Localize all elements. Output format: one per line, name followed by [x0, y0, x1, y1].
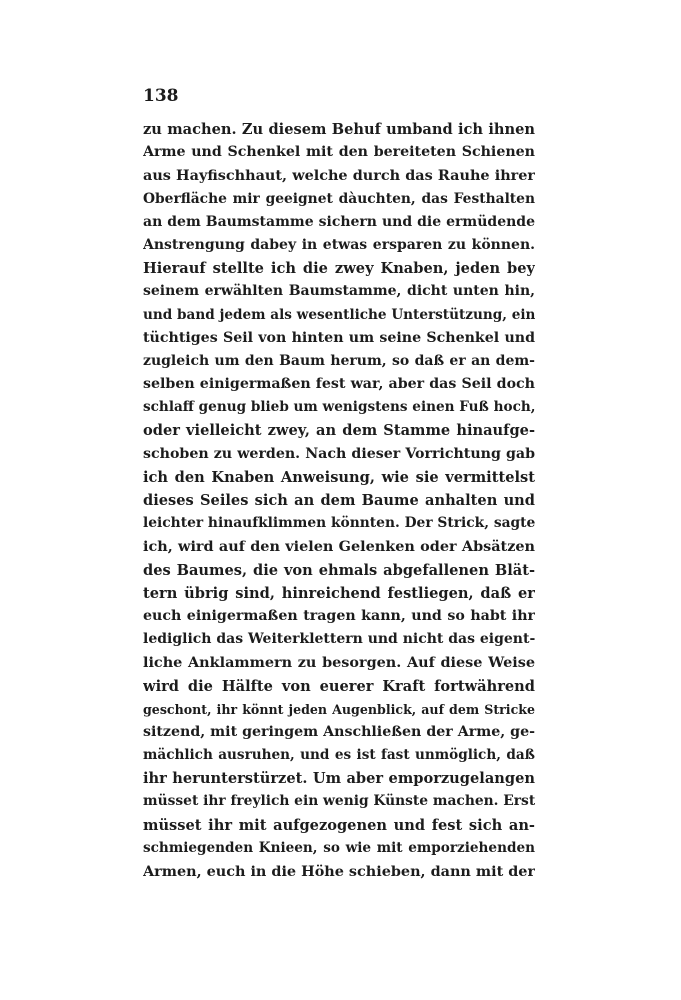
- text-line: Anstrengung dabey in etwas ersparen zu können.: [143, 236, 535, 253]
- text-line: leichter hinaufklimmen könnten. Der Strick, sagte: [143, 515, 535, 532]
- text-line: Hierauf stellte ich die zwey Knaben, jeden bey: [143, 260, 535, 278]
- text-line: ihr herunterstürzet. Um aber emporzugelangen: [143, 770, 535, 788]
- text-line: zugleich um den Baum herum, so daß er an dem-: [143, 352, 535, 369]
- text-line: wird die Hälfte von euerer Kraft fortwährend: [143, 677, 535, 695]
- text-line: Armen, euch in die Höhe schieben, dann mit der: [143, 863, 535, 880]
- text-line: des Baumes, die von ehmals abgefallenen Blät-: [143, 561, 535, 579]
- text-line: mächlich ausruhen, und es ist fast unmöglich, daß: [143, 747, 535, 764]
- body-text: [143, 118, 535, 883]
- text-line: an dem Baumstamme sichern und die ermüdende: [143, 213, 535, 230]
- text-line: geschont, ihr könnt jeden Augenblick, auf dem Stricke: [143, 701, 535, 717]
- text-line: ich den Knaben Anweisung, wie sie vermittelst: [143, 468, 535, 486]
- text-line: Oberfläche mir geeignet dàuchten, das Festhalten: [143, 190, 535, 207]
- text-line: Arme und Schenkel mit den bereiteten Schienen: [143, 144, 535, 161]
- text-line: tüchtiges Seil von hinten um seine Schenkel und: [143, 329, 535, 346]
- text-line: müsset ihr mit aufgezogenen und fest sich an-: [143, 816, 535, 834]
- text-line: seinem erwählten Baumstamme, dicht unten hin,: [143, 283, 535, 300]
- text-line: euch einigermaßen tragen kann, und so habt ihr: [143, 607, 535, 624]
- text-line: schlaff genug blieb um wenigstens einen Fuß hoch,: [143, 399, 535, 416]
- text-line: dieses Seiles sich an dem Baume anhalten und: [143, 492, 535, 509]
- text-line: liche Anklammern zu besorgen. Auf diese Weise: [143, 654, 535, 672]
- text-line: zu machen. Zu diesem Behuf umband ich ihnen: [143, 121, 535, 138]
- text-line: und band jedem als wesentliche Unterstützung, ein: [143, 306, 535, 323]
- text-line: tern übrig sind, hinreichend festliegen, daß er: [143, 584, 535, 602]
- text-line: müsset ihr freylich ein wenig Künste machen. Erst: [143, 793, 535, 810]
- text-line: aus Hayfischhaut, welche durch das Rauhe ihrer: [143, 167, 535, 185]
- text-line: ich, wird auf den vielen Gelenken oder Absätzen: [143, 538, 535, 556]
- text-line: lediglich das Weiterklettern und nicht das eigent-: [143, 631, 535, 648]
- text-line: selben einigermaßen fest war, aber das Seil doch: [143, 376, 535, 393]
- text-line: oder vielleicht zwey, an dem Stamme hinaufge-: [143, 422, 535, 440]
- page-number: 138: [143, 86, 179, 106]
- text-line: schoben zu werden. Nach dieser Vorrichtung gab: [143, 445, 535, 462]
- text-line: schmiegenden Knieen, so wie mit emporziehenden: [143, 839, 535, 856]
- text-line: sitzend, mit geringem Anschließen der Arme, ge-: [143, 723, 535, 740]
